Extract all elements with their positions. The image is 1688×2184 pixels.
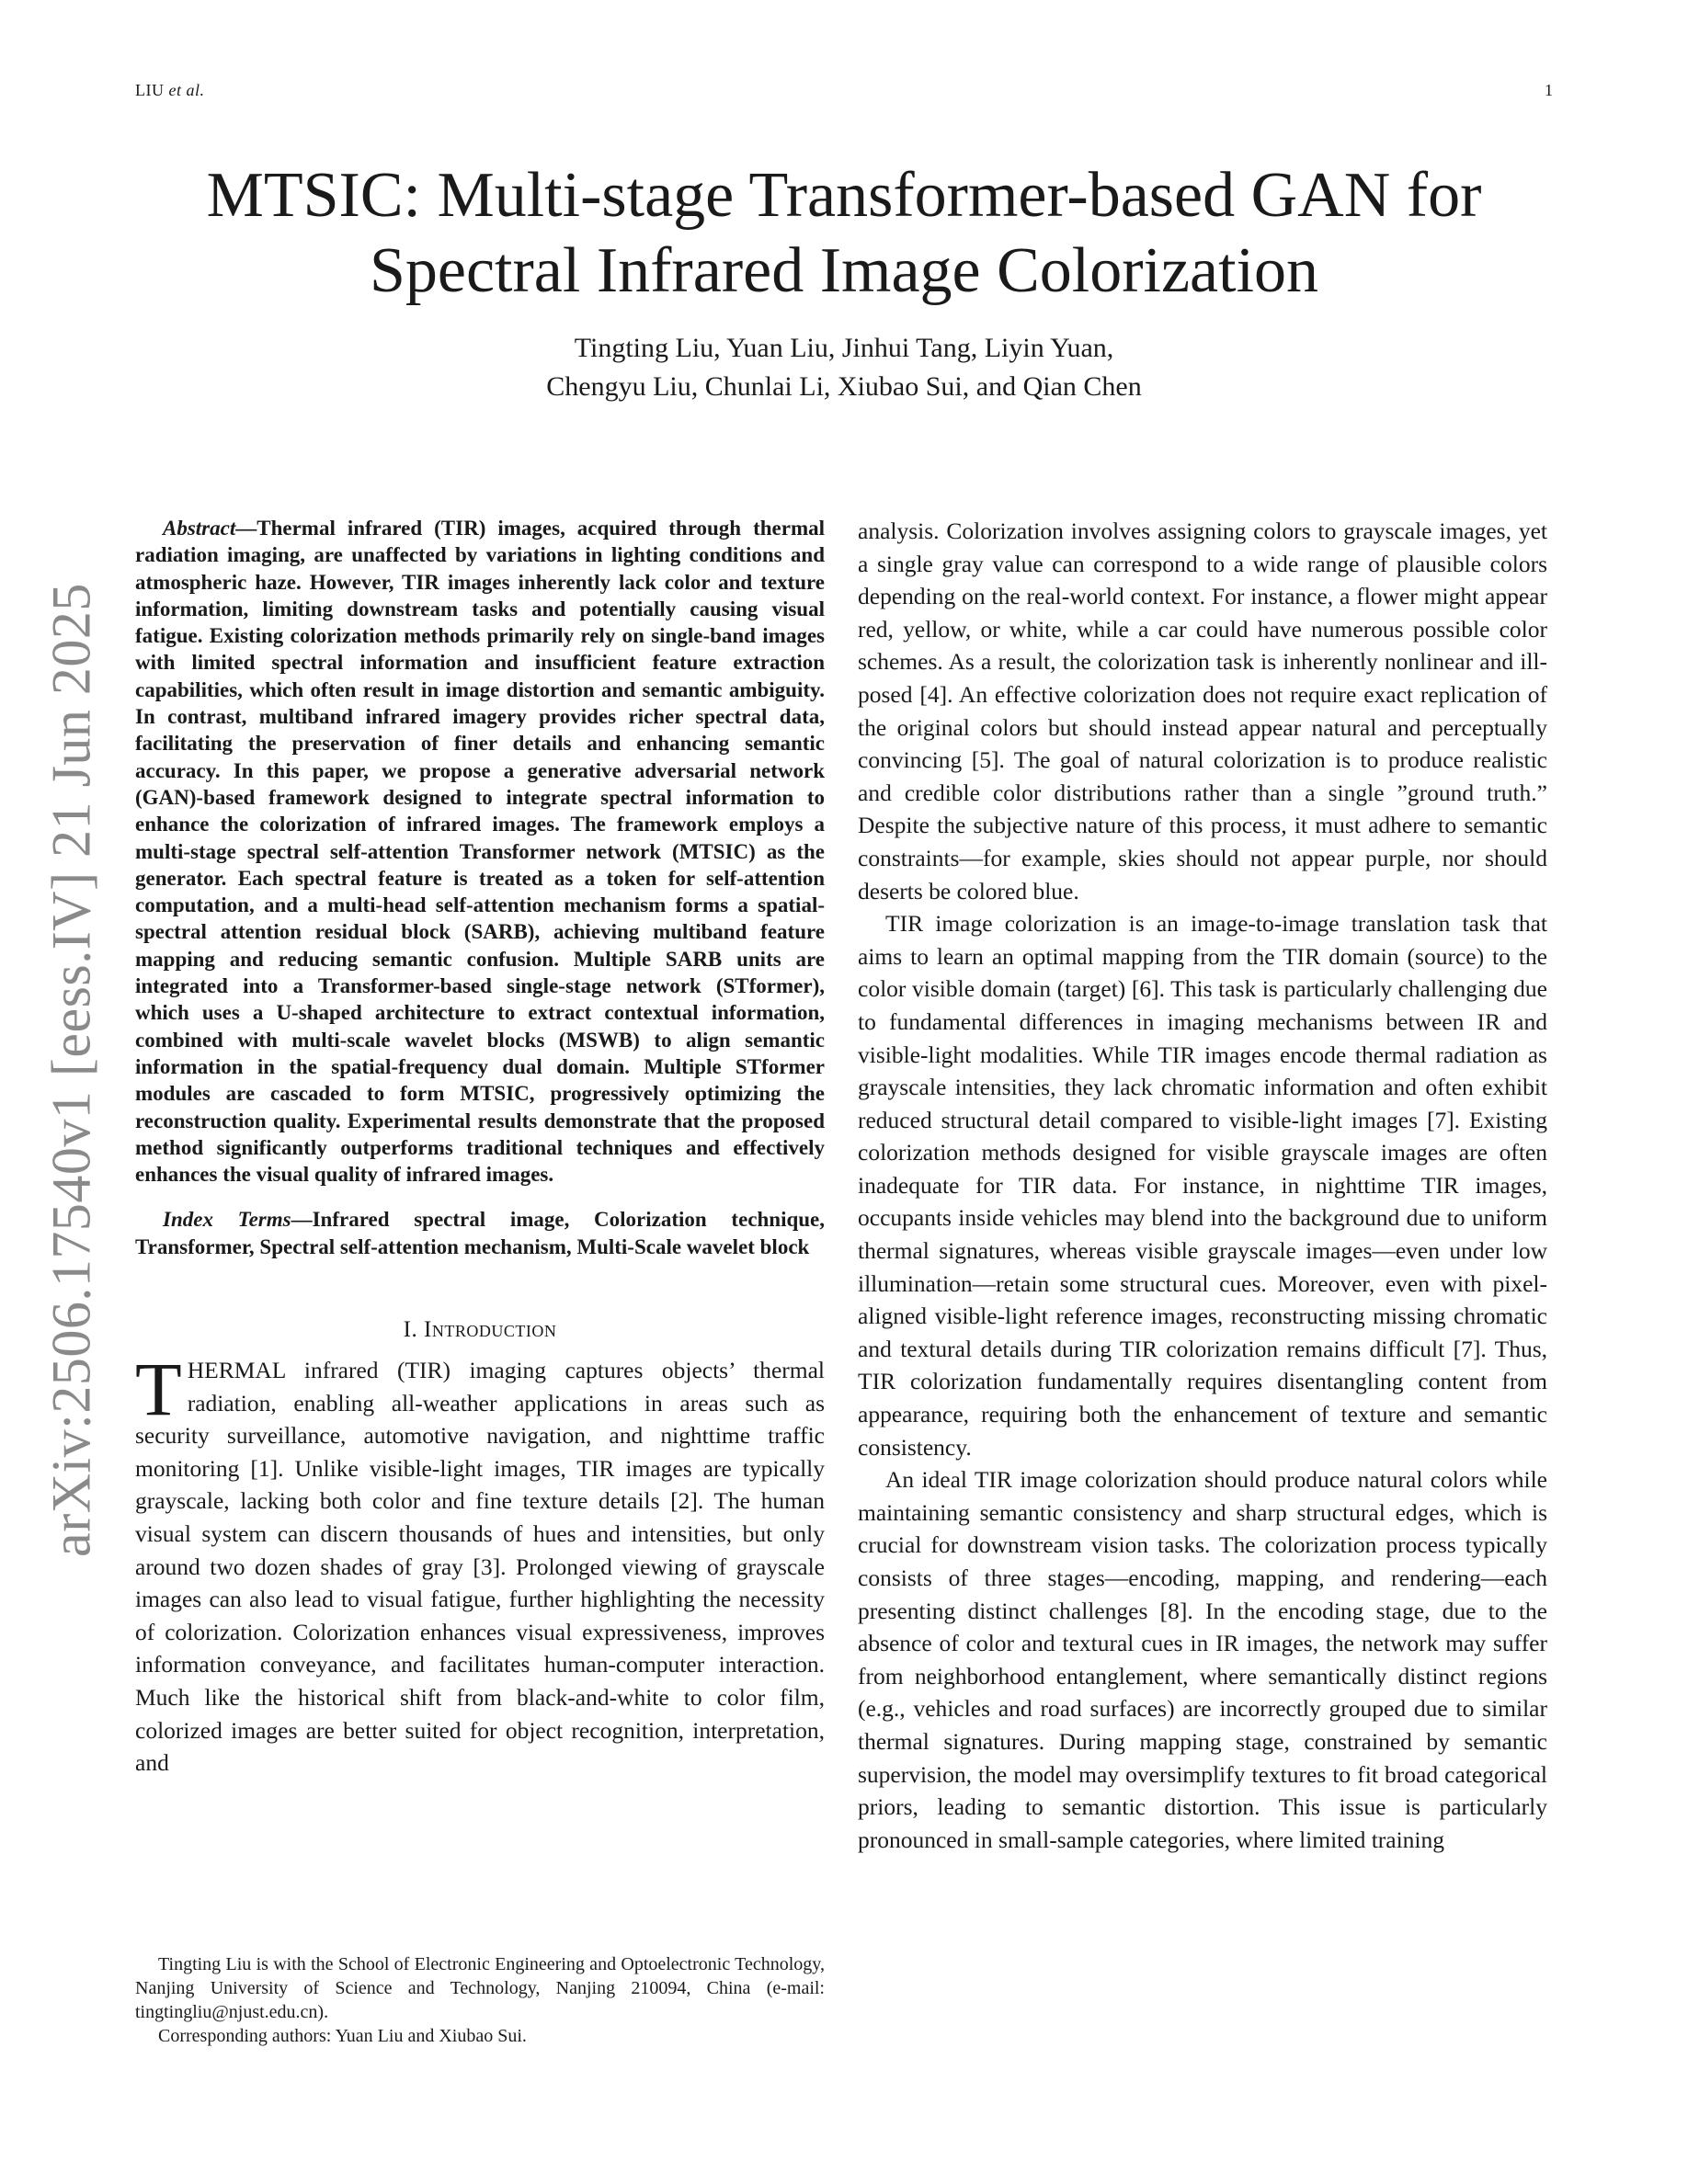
intro-lead-caps: HERMAL bbox=[187, 1357, 286, 1384]
section-heading-introduction: I. Introduction bbox=[403, 1317, 557, 1343]
footnote-affiliation: Tingting Liu is with the School of Electronic Engineering and Optoelectronic Technology, Nanjing University of Science and Technology, Nanjing 210094, China (e-mail: tingtingliu@njust.edu.cn). bbox=[135, 1954, 825, 2022]
footnotes bbox=[135, 1952, 825, 2048]
running-head-author-name: LIU bbox=[135, 81, 169, 99]
abstract-text: —Thermal infrared (TIR) images, acquired through thermal radiation imaging, are unaffected by variations in lighting conditions and atmospheric haze. However, TIR images inherently lack color and texture information, limiting downstream tasks and potentially causing visual fatigue. Existing colorization methods primarily rely on single-band images with limited spectral information and insufficient feature extraction capabilities, which often result in image distortion and semantic ambiguity. In contrast, multiband infrared imagery provides richer spectral data, facilitating the preservation of finer details and enhancing semantic accuracy. In this paper, we propose a generative adversarial network (GAN)-based framework designed to integrate spectral information to enhance the colorization of infrared images. The framework employs a multi-stage spectral self-attention Transformer network (MTSIC) as the generator. Each spectral feature is treated as a token for self-attention computation, and a multi-head self-attention mechanism forms a spatial-spectral attention residual block (SARB), achieving multiband feature mapping and reducing semantic confusion. Multiple SARB units are integrated into a Transformer-based single-stage network (STformer), which uses a U-shaped architecture to extract contextual information, combined with multi-scale wavelet blocks (MSWB) to align semantic information in the spatial-frequency dual domain. Multiple STformer modules are cascaded to form MTSIC, progressively optimizing the reconstruction quality. Experimental results demonstrate that the proposed method significantly outperforms traditional techniques and effectively enhances the visual quality of infrared images. bbox=[135, 517, 825, 1187]
intro-paragraph-text: infrared (TIR) imaging captures objects’ thermal radiation, enabling all-weather applications in areas such as security surveillance, automotive navigation, and nighttime traffic monitoring [1]. Unlike visible-light images, TIR images are typically grayscale, lacking both color and fine texture details [2]. The human visual system can discern thousands of hues and intensities, but only around two dozen shades of gray [3]. Prolonged viewing of grayscale images can also lead to visual fatigue, further highlighting the necessity of colorization. Colorization enhances visual expressiveness, improves information conveyance, and facilitates human-computer interaction. Much like the historical shift from black-and-white to color film, colorized images are better suited for object recognition, interpretation, and bbox=[135, 1357, 825, 1777]
running-head-authors bbox=[135, 81, 205, 100]
right-paragraph-1: analysis. Colorization involves assigning colors to grayscale images, yet a single gray value can correspond to a wide range of plausible colors depending on the real-world context. For instance, a flower might appear red, yellow, or white, while a car could have numerous possible color schemes. As a result, the colorization task is inherently nonlinear and ill-posed [4]. An effective colorization does not require exact replication of the original colors but should instead appear natural and perceptually convincing [5]. The goal of natural colorization is to produce realistic and credible color distributions rather than a single ”ground truth.” Despite the subjective nature of this process, it must adhere to semantic constraints—for example, skies should not appear purple, nor should deserts be colored blue. bbox=[858, 518, 1547, 904]
abstract bbox=[135, 515, 825, 1188]
paper-title-line-1: MTSIC: Multi-stage Transformer-based GAN for bbox=[206, 160, 1482, 231]
paper-title bbox=[135, 158, 1553, 309]
paper-title-line-2: Spectral Infrared Image Colorization bbox=[369, 235, 1319, 306]
author-list-line-1: Tingting Liu, Yuan Liu, Jinhui Tang, Liyin Yuan, bbox=[574, 333, 1114, 363]
index-terms-label: Index Terms bbox=[163, 1208, 291, 1232]
running-head bbox=[135, 81, 1553, 100]
right-paragraph-3: An ideal TIR image colorization should produce natural colors while maintaining semantic consistency and sharp structural edges, which is crucial for downstream vision tasks. The colorization process typically consists of three stages—encoding, mapping, and rendering—each presenting distinct challenges [8]. In the encoding stage, due to the absence of color and textural cues in IR images, the network may suffer from neighborhood entanglement, where semantically distinct regions (e.g., vehicles and road surfaces) are incorrectly grouped due to similar thermal signatures. During mapping stage, constrained by semantic supervision, the model may oversimplify textures to fit broad categorical priors, leading to semantic distortion. This issue is particularly pronounced in small-sample categories, where limited training bbox=[858, 1466, 1547, 1853]
index-terms bbox=[135, 1206, 825, 1260]
running-head-et-al: et al. bbox=[168, 81, 205, 99]
drop-cap: T bbox=[135, 1347, 182, 1432]
introduction-paragraph-1 bbox=[135, 1347, 825, 1780]
index-terms-text: —Infrared spectral image, Colorization technique, Transformer, Spectral self-attention mechanism, Multi-Scale wavelet block bbox=[135, 1208, 826, 1258]
author-list-line-2: Chengyu Liu, Chunlai Li, Xiubao Sui, and Qian Chen bbox=[546, 371, 1142, 402]
page-number: 1 bbox=[1545, 81, 1553, 99]
author-list bbox=[135, 329, 1553, 406]
left-column bbox=[135, 515, 825, 1780]
right-column bbox=[858, 515, 1547, 1856]
right-paragraph-2: TIR image colorization is an image-to-image translation task that aims to learn an optimal mapping from the TIR domain (source) to the color visible domain (target) [6]. This task is particularly challenging due to fundamental differences in imaging mechanisms between IR and visible-light modalities. While TIR images encode thermal radiation as grayscale intensities, they lack chromatic information and often exhibit reduced structural detail compared to visible-light images [7]. Existing colorization methods designed for visible grayscale images are often inadequate for TIR data. For instance, in nighttime TIR images, occupants inside vehicles may blend into the background due to uniform thermal signatures, whereas visible grayscale images—even under low illumination—retain some structural cues. Moreover, even with pixel-aligned visible-light reference images, reconstructing missing chromatic and textural details during TIR colorization remains difficult [7]. Thus, TIR colorization fundamentally requires disentangling content from appearance, requiring both the enhancement of texture and semantic consistency. bbox=[858, 910, 1547, 1461]
abstract-label: Abstract bbox=[163, 517, 236, 540]
title-block bbox=[135, 158, 1553, 406]
footnote-corresponding-authors: Corresponding authors: Yuan Liu and Xiubao Sui. bbox=[158, 2026, 527, 2046]
arxiv-identifier-stamp: arXiv:2506.17540v1 [eess.IV] 21 Jun 2025 bbox=[40, 583, 102, 1557]
